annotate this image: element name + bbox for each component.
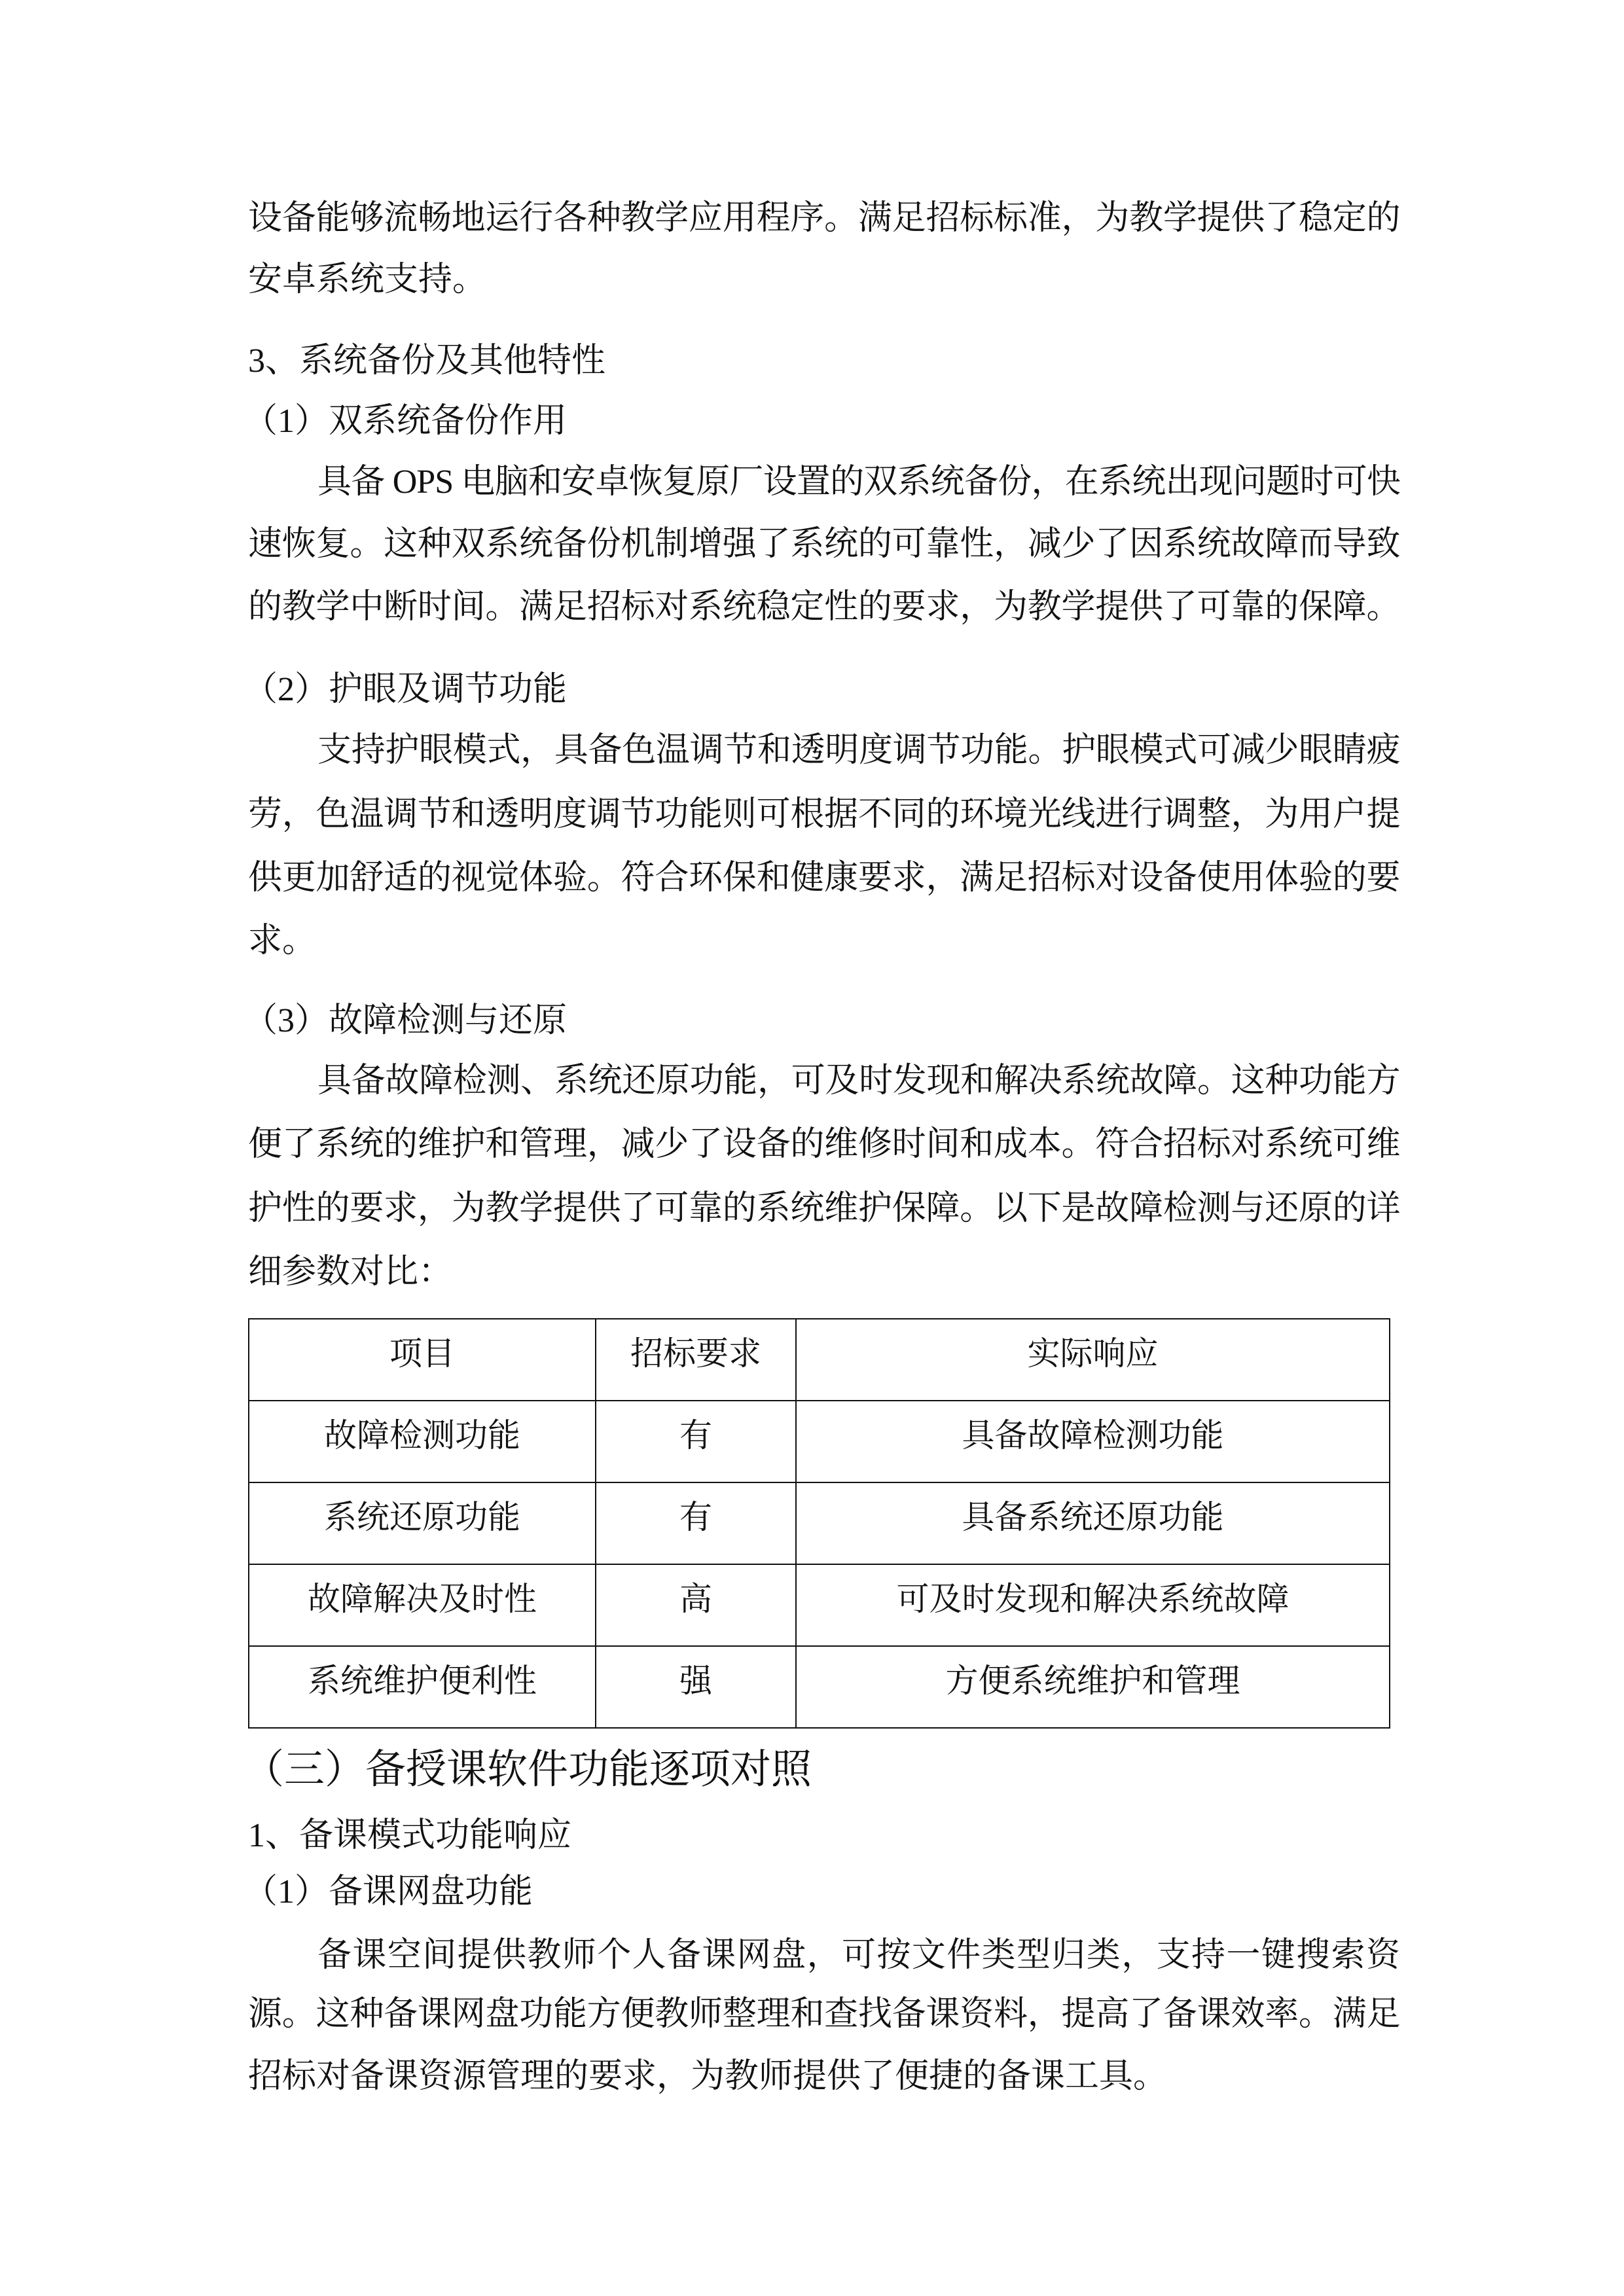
table-cell: 系统还原功能 (249, 1482, 596, 1564)
header-cell: 招标要求 (596, 1319, 796, 1401)
paragraph-line: 细参数对比： (248, 1253, 453, 1291)
table-header-row (249, 1319, 1390, 1401)
paragraph-line: 的教学中断时间。满足招标对系统稳定性的要求，为教学提供了可靠的保障。 (248, 588, 1400, 626)
paragraph-line: 具备故障检测、系统还原功能，可及时发现和解决系统故障。这种功能方 (317, 1062, 1400, 1100)
subsection-heading: （2）护眼及调节功能 (244, 671, 568, 708)
chapter-heading: （三）备授课软件功能逐项对照 (244, 1748, 812, 1792)
table-cell: 具备故障检测功能 (796, 1401, 1390, 1482)
paragraph-line: 具备 OPS 电脑和安卓恢复原厂设置的双系统备份，在系统出现问题时可快 (317, 463, 1400, 501)
table-cell: 有 (596, 1482, 796, 1564)
subsection-heading: （3）故障检测与还原 (244, 1002, 568, 1039)
table-cell: 高 (596, 1564, 796, 1646)
paragraph-line: 源。这种备课网盘功能方便教师整理和查找备课资料，提高了备课效率。满足 (248, 1996, 1400, 2033)
header-cell: 实际响应 (796, 1319, 1390, 1401)
table-cell: 有 (596, 1401, 796, 1482)
paragraph-line: 备课空间提供教师个人备课网盘，可按文件类型归类，支持一键搜索资 (317, 1937, 1400, 1974)
table-row (249, 1646, 1390, 1728)
table-cell: 故障解决及时性 (249, 1564, 596, 1646)
table-cell: 故障检测功能 (249, 1401, 596, 1482)
table-cell: 可及时发现和解决系统故障 (796, 1564, 1390, 1646)
comparison-table (248, 1318, 1390, 1729)
paragraph-line: 设备能够流畅地运行各种教学应用程序。满足招标标准，为教学提供了稳定的 (248, 200, 1400, 237)
paragraph-line: 护性的要求，为教学提供了可靠的系统维护保障。以下是故障检测与还原的详 (248, 1190, 1400, 1227)
paragraph-line: 速恢复。这种双系统备份机制增强了系统的可靠性，减少了因系统故障而导致 (248, 526, 1400, 563)
paragraph-line: 支持护眼模式，具备色温调节和透明度调节功能。护眼模式可减少眼睛疲 (317, 732, 1400, 769)
table-cell: 具备系统还原功能 (796, 1482, 1390, 1564)
paragraph-line: 便了系统的维护和管理，减少了设备的维修时间和成本。符合招标对系统可维 (248, 1126, 1400, 1163)
table-row (249, 1401, 1390, 1482)
header-cell: 项目 (249, 1319, 596, 1401)
section-heading: 3、系统备份及其他特性 (248, 342, 606, 380)
table-cell: 系统维护便利性 (249, 1646, 596, 1728)
table-cell: 强 (596, 1646, 796, 1728)
subsection-heading: （1）双系统备份作用 (244, 403, 568, 440)
paragraph-line: 供更加舒适的视觉体验。符合环保和健康要求，满足招标对设备使用体验的要 (248, 859, 1400, 897)
paragraph-line: 安卓系统支持。 (248, 261, 487, 298)
section-heading: 1、备课模式功能响应 (248, 1817, 572, 1854)
paragraph-line: 求。 (248, 922, 317, 960)
paragraph-line: 劳，色温调节和透明度调节功能则可根据不同的环境光线进行调整，为用户提 (248, 796, 1400, 833)
subsection-heading: （1）备课网盘功能 (244, 1873, 533, 1910)
table-row (249, 1564, 1390, 1646)
table-cell: 方便系统维护和管理 (796, 1646, 1390, 1728)
table-row (249, 1482, 1390, 1564)
paragraph-line: 招标对备课资源管理的要求，为教师提供了便捷的备课工具。 (248, 2058, 1168, 2095)
